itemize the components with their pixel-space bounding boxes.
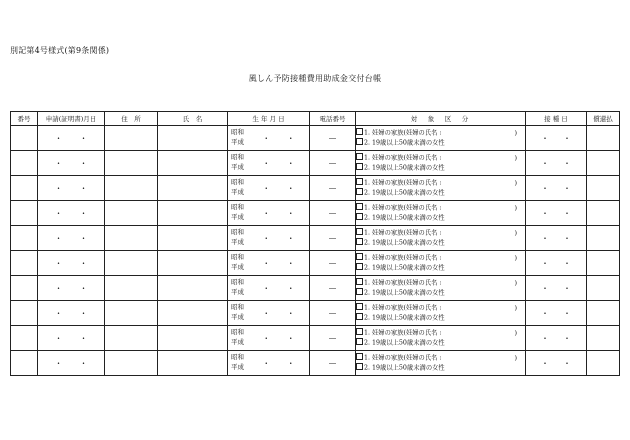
closing-paren: ) — [514, 279, 517, 287]
number-cell[interactable] — [11, 226, 38, 251]
option-women-19-50[interactable] — [356, 213, 525, 224]
header-row — [11, 112, 620, 126]
date-dot: ・ — [79, 233, 88, 243]
date-dot: ・ — [286, 284, 295, 293]
checkbox-icon[interactable] — [356, 328, 363, 335]
table-row — [11, 126, 620, 151]
option-family-of-pregnant[interactable] — [356, 278, 525, 289]
header-birthdate: 生 年 月 日 — [228, 112, 310, 126]
checkbox-icon[interactable] — [356, 178, 363, 185]
address-cell[interactable] — [105, 276, 158, 301]
date-dot: ・ — [79, 158, 88, 168]
era-showa-label: 昭和 — [231, 328, 244, 336]
date-dot: ・ — [79, 358, 88, 368]
repayment-cell[interactable] — [587, 226, 620, 251]
phone-dash: ― — [329, 159, 336, 167]
address-cell[interactable] — [105, 126, 158, 151]
name-cell[interactable] — [158, 276, 228, 301]
era-heisei-label: 平成 — [231, 363, 244, 371]
number-cell[interactable] — [11, 201, 38, 226]
vaccination-date-cell[interactable] — [526, 151, 587, 176]
era-showa-label: 昭和 — [231, 178, 244, 186]
target-category-cell — [356, 201, 526, 226]
target-category-cell — [356, 226, 526, 251]
era-heisei-label: 平成 — [231, 163, 244, 171]
closing-paren: ) — [514, 254, 517, 262]
option-family-label: 1. 妊婦の家族(妊婦の氏名 : — [364, 204, 442, 211]
date-dot: ・ — [262, 359, 271, 368]
date-dot: ・ — [262, 134, 271, 143]
date-dot: ・ — [262, 309, 271, 318]
date-dot: ・ — [541, 158, 549, 168]
option-family-of-pregnant[interactable] — [356, 303, 525, 314]
table-row — [11, 301, 620, 326]
date-dot: ・ — [79, 133, 88, 143]
phone-dash: ― — [329, 359, 336, 367]
apply-date-cell[interactable] — [38, 301, 105, 326]
date-dot: ・ — [54, 283, 63, 293]
name-cell[interactable] — [158, 201, 228, 226]
option-family-label: 1. 妊婦の家族(妊婦の氏名 : — [364, 354, 442, 361]
apply-date-cell[interactable] — [38, 176, 105, 201]
option-family-label: 1. 妊婦の家族(妊婦の氏名 : — [364, 229, 442, 236]
date-dot: ・ — [79, 283, 88, 293]
date-dot: ・ — [262, 159, 271, 168]
era-showa-label: 昭和 — [231, 353, 244, 361]
era-showa-label: 昭和 — [231, 153, 244, 161]
era-showa-label: 昭和 — [231, 303, 244, 311]
header-target: 対 象 区 分 — [356, 112, 526, 126]
checkbox-icon[interactable] — [356, 163, 363, 170]
vaccination-date-cell[interactable] — [526, 251, 587, 276]
vaccination-date-cell[interactable] — [526, 326, 587, 351]
apply-date-cell[interactable] — [38, 226, 105, 251]
option-women-label: 2. 19歳以上50歳未満の女性 — [364, 189, 445, 197]
phone-cell[interactable] — [310, 301, 356, 326]
table-row — [11, 276, 620, 301]
repayment-cell[interactable] — [587, 276, 620, 301]
header-repayment: 償還払 — [587, 112, 620, 126]
option-women-label: 2. 19歳以上50歳未満の女性 — [364, 164, 445, 172]
vaccination-date-cell[interactable] — [526, 276, 587, 301]
checkbox-icon[interactable] — [356, 138, 363, 145]
closing-paren: ) — [514, 179, 517, 187]
date-dot: ・ — [541, 358, 549, 368]
birthdate-cell[interactable] — [228, 151, 310, 176]
apply-date-cell[interactable] — [38, 351, 105, 376]
phone-cell[interactable] — [310, 176, 356, 201]
date-dot: ・ — [541, 258, 549, 268]
era-heisei-label: 平成 — [231, 263, 244, 271]
birthdate-cell[interactable] — [228, 326, 310, 351]
name-cell[interactable] — [158, 251, 228, 276]
option-family-of-pregnant[interactable] — [356, 253, 525, 264]
address-cell[interactable] — [105, 201, 158, 226]
option-family-of-pregnant[interactable] — [356, 228, 525, 239]
date-dot: ・ — [262, 209, 271, 218]
option-family-label: 1. 妊婦の家族(妊婦の氏名 : — [364, 279, 442, 286]
date-dot: ・ — [262, 334, 271, 343]
era-heisei-label: 平成 — [231, 188, 244, 196]
target-category-cell — [356, 351, 526, 376]
date-dot: ・ — [563, 233, 571, 243]
birthdate-cell[interactable] — [228, 176, 310, 201]
name-cell[interactable] — [158, 326, 228, 351]
date-dot: ・ — [262, 234, 271, 243]
closing-paren: ) — [514, 129, 517, 137]
date-dot: ・ — [286, 184, 295, 193]
date-dot: ・ — [563, 133, 571, 143]
era-heisei-label: 平成 — [231, 313, 244, 321]
date-dot: ・ — [286, 309, 295, 318]
apply-date-cell[interactable] — [38, 276, 105, 301]
era-heisei-label: 平成 — [231, 338, 244, 346]
checkbox-icon[interactable] — [356, 278, 363, 285]
checkbox-icon[interactable] — [356, 153, 363, 160]
repayment-cell[interactable] — [587, 351, 620, 376]
checkbox-icon[interactable] — [356, 303, 363, 310]
phone-dash: ― — [329, 184, 336, 192]
date-dot: ・ — [563, 308, 571, 318]
era-heisei-label: 平成 — [231, 238, 244, 246]
option-family-label: 1. 妊婦の家族(妊婦の氏名 : — [364, 129, 442, 136]
repayment-cell[interactable] — [587, 201, 620, 226]
date-dot: ・ — [563, 283, 571, 293]
date-dot: ・ — [563, 358, 571, 368]
date-dot: ・ — [54, 158, 63, 168]
option-women-label: 2. 19歳以上50歳未満の女性 — [364, 289, 445, 297]
phone-cell[interactable] — [310, 351, 356, 376]
name-cell[interactable] — [158, 126, 228, 151]
date-dot: ・ — [54, 208, 63, 218]
phone-dash: ― — [329, 134, 336, 142]
phone-cell[interactable] — [310, 201, 356, 226]
date-dot: ・ — [286, 259, 295, 268]
address-cell[interactable] — [105, 226, 158, 251]
target-category-cell — [356, 126, 526, 151]
date-dot: ・ — [54, 233, 63, 243]
subsidy-ledger-table — [10, 111, 620, 376]
name-cell[interactable] — [158, 151, 228, 176]
date-dot: ・ — [54, 183, 63, 193]
option-women-19-50[interactable] — [356, 263, 525, 274]
checkbox-icon[interactable] — [356, 238, 363, 245]
phone-dash: ― — [329, 259, 336, 267]
apply-date-cell[interactable] — [38, 201, 105, 226]
option-women-label: 2. 19歳以上50歳未満の女性 — [364, 139, 445, 147]
option-women-19-50[interactable] — [356, 163, 525, 174]
date-dot: ・ — [54, 308, 63, 318]
number-cell[interactable] — [11, 176, 38, 201]
document-title: 風しん予防接種費用助成金交付台帳 — [248, 74, 382, 83]
phone-cell[interactable] — [310, 151, 356, 176]
option-women-label: 2. 19歳以上50歳未満の女性 — [364, 339, 445, 347]
phone-cell[interactable] — [310, 126, 356, 151]
option-women-label: 2. 19歳以上50歳未満の女性 — [364, 264, 445, 272]
option-family-label: 1. 妊婦の家族(妊婦の氏名 : — [364, 304, 442, 311]
era-heisei-label: 平成 — [231, 213, 244, 221]
phone-dash: ― — [329, 334, 336, 342]
table-row — [11, 251, 620, 276]
repayment-cell[interactable] — [587, 301, 620, 326]
repayment-cell[interactable] — [587, 251, 620, 276]
name-cell[interactable] — [158, 351, 228, 376]
table-row — [11, 326, 620, 351]
date-dot: ・ — [541, 283, 549, 293]
address-cell[interactable] — [105, 326, 158, 351]
date-dot: ・ — [286, 234, 295, 243]
option-women-label: 2. 19歳以上50歳未満の女性 — [364, 364, 445, 372]
era-showa-label: 昭和 — [231, 128, 244, 136]
date-dot: ・ — [79, 308, 88, 318]
number-cell[interactable] — [11, 151, 38, 176]
closing-paren: ) — [514, 304, 517, 312]
vaccination-date-cell[interactable] — [526, 351, 587, 376]
apply-date-cell[interactable] — [38, 251, 105, 276]
era-heisei-label: 平成 — [231, 138, 244, 146]
option-women-19-50[interactable] — [356, 363, 525, 374]
option-women-19-50[interactable] — [356, 138, 525, 149]
phone-dash: ― — [329, 209, 336, 217]
table-row — [11, 226, 620, 251]
header-address: 住 所 — [105, 112, 158, 126]
era-showa-label: 昭和 — [231, 203, 244, 211]
date-dot: ・ — [79, 333, 88, 343]
checkbox-icon[interactable] — [356, 253, 363, 260]
date-dot: ・ — [541, 333, 549, 343]
name-cell[interactable] — [158, 301, 228, 326]
target-category-cell — [356, 326, 526, 351]
repayment-cell[interactable] — [587, 326, 620, 351]
option-women-19-50[interactable] — [356, 338, 525, 349]
phone-cell[interactable] — [310, 276, 356, 301]
address-cell[interactable] — [105, 351, 158, 376]
phone-dash: ― — [329, 234, 336, 242]
date-dot: ・ — [262, 284, 271, 293]
number-cell[interactable] — [11, 301, 38, 326]
checkbox-icon[interactable] — [356, 213, 363, 220]
target-category-cell — [356, 151, 526, 176]
closing-paren: ) — [514, 354, 517, 362]
date-dot: ・ — [54, 258, 63, 268]
checkbox-icon[interactable] — [356, 353, 363, 360]
birthdate-cell[interactable] — [228, 351, 310, 376]
closing-paren: ) — [514, 154, 517, 162]
table-row — [11, 151, 620, 176]
checkbox-icon[interactable] — [356, 203, 363, 210]
option-family-of-pregnant[interactable] — [356, 353, 525, 364]
date-dot: ・ — [79, 183, 88, 193]
checkbox-icon[interactable] — [356, 128, 363, 135]
number-cell[interactable] — [11, 126, 38, 151]
birthdate-cell[interactable] — [228, 126, 310, 151]
date-dot: ・ — [79, 258, 88, 268]
checkbox-icon[interactable] — [356, 313, 363, 320]
apply-date-cell[interactable] — [38, 326, 105, 351]
closing-paren: ) — [514, 229, 517, 237]
vaccination-date-cell[interactable] — [526, 126, 587, 151]
birthdate-cell[interactable] — [228, 251, 310, 276]
date-dot: ・ — [54, 358, 63, 368]
header-name: 氏 名 — [158, 112, 228, 126]
apply-date-cell[interactable] — [38, 151, 105, 176]
date-dot: ・ — [262, 259, 271, 268]
vaccination-date-cell[interactable] — [526, 301, 587, 326]
closing-paren: ) — [514, 204, 517, 212]
phone-cell[interactable] — [310, 326, 356, 351]
date-dot: ・ — [563, 208, 571, 218]
date-dot: ・ — [541, 133, 549, 143]
date-dot: ・ — [541, 183, 549, 193]
closing-paren: ) — [514, 329, 517, 337]
phone-dash: ― — [329, 284, 336, 292]
option-family-of-pregnant[interactable] — [356, 328, 525, 339]
checkbox-icon[interactable] — [356, 188, 363, 195]
vaccination-date-cell[interactable] — [526, 226, 587, 251]
option-women-label: 2. 19歳以上50歳未満の女性 — [364, 214, 445, 222]
header-number: 番号 — [11, 112, 38, 126]
era-showa-label: 昭和 — [231, 228, 244, 236]
phone-cell[interactable] — [310, 226, 356, 251]
phone-cell[interactable] — [310, 251, 356, 276]
era-showa-label: 昭和 — [231, 253, 244, 261]
option-women-19-50[interactable] — [356, 288, 525, 299]
date-dot: ・ — [286, 134, 295, 143]
date-dot: ・ — [563, 333, 571, 343]
checkbox-icon[interactable] — [356, 263, 363, 270]
option-family-label: 1. 妊婦の家族(妊婦の氏名 : — [364, 154, 442, 161]
date-dot: ・ — [541, 308, 549, 318]
number-cell[interactable] — [11, 351, 38, 376]
birthdate-cell[interactable] — [228, 201, 310, 226]
birthdate-cell[interactable] — [228, 226, 310, 251]
option-family-label: 1. 妊婦の家族(妊婦の氏名 : — [364, 254, 442, 261]
date-dot: ・ — [563, 258, 571, 268]
number-cell[interactable] — [11, 251, 38, 276]
date-dot: ・ — [563, 158, 571, 168]
option-family-label: 1. 妊婦の家族(妊婦の氏名 : — [364, 329, 442, 336]
date-dot: ・ — [54, 133, 63, 143]
address-cell[interactable] — [105, 176, 158, 201]
birthdate-cell[interactable] — [228, 276, 310, 301]
apply-date-cell[interactable] — [38, 126, 105, 151]
date-dot: ・ — [563, 183, 571, 193]
repayment-cell[interactable] — [587, 176, 620, 201]
date-dot: ・ — [286, 334, 295, 343]
era-showa-label: 昭和 — [231, 278, 244, 286]
form-reference: 別記第4号様式(第9条関係) — [10, 46, 110, 55]
repayment-cell[interactable] — [587, 151, 620, 176]
option-women-19-50[interactable] — [356, 313, 525, 324]
target-category-cell — [356, 251, 526, 276]
target-category-cell — [356, 301, 526, 326]
era-heisei-label: 平成 — [231, 288, 244, 296]
target-category-cell — [356, 176, 526, 201]
table-row — [11, 201, 620, 226]
address-cell[interactable] — [105, 151, 158, 176]
number-cell[interactable] — [11, 276, 38, 301]
option-family-label: 1. 妊婦の家族(妊婦の氏名 : — [364, 179, 442, 186]
checkbox-icon[interactable] — [356, 228, 363, 235]
number-cell[interactable] — [11, 326, 38, 351]
date-dot: ・ — [286, 209, 295, 218]
date-dot: ・ — [262, 184, 271, 193]
phone-dash: ― — [329, 309, 336, 317]
header-phone: 電話番号 — [310, 112, 356, 126]
table-row — [11, 351, 620, 376]
date-dot: ・ — [541, 208, 549, 218]
address-cell[interactable] — [105, 301, 158, 326]
name-cell[interactable] — [158, 226, 228, 251]
ledger-body — [11, 126, 620, 376]
option-family-of-pregnant[interactable] — [356, 128, 525, 139]
address-cell[interactable] — [105, 251, 158, 276]
table-row — [11, 176, 620, 201]
vaccination-date-cell[interactable] — [526, 176, 587, 201]
option-family-of-pregnant[interactable] — [356, 153, 525, 164]
date-dot: ・ — [79, 208, 88, 218]
header-vaccination-date: 接 種 日 — [526, 112, 587, 126]
option-women-19-50[interactable] — [356, 238, 525, 249]
date-dot: ・ — [286, 159, 295, 168]
name-cell[interactable] — [158, 176, 228, 201]
header-apply-date: 申請(証明書)月日 — [38, 112, 105, 126]
checkbox-icon[interactable] — [356, 288, 363, 295]
date-dot: ・ — [286, 359, 295, 368]
birthdate-cell[interactable] — [228, 301, 310, 326]
option-women-label: 2. 19歳以上50歳未満の女性 — [364, 239, 445, 247]
date-dot: ・ — [54, 333, 63, 343]
option-family-of-pregnant[interactable] — [356, 203, 525, 214]
option-family-of-pregnant[interactable] — [356, 178, 525, 189]
checkbox-icon[interactable] — [356, 338, 363, 345]
option-women-19-50[interactable] — [356, 188, 525, 199]
vaccination-date-cell[interactable] — [526, 201, 587, 226]
date-dot: ・ — [541, 233, 549, 243]
checkbox-icon[interactable] — [356, 363, 363, 370]
repayment-cell[interactable] — [587, 126, 620, 151]
target-category-cell — [356, 276, 526, 301]
option-women-label: 2. 19歳以上50歳未満の女性 — [364, 314, 445, 322]
